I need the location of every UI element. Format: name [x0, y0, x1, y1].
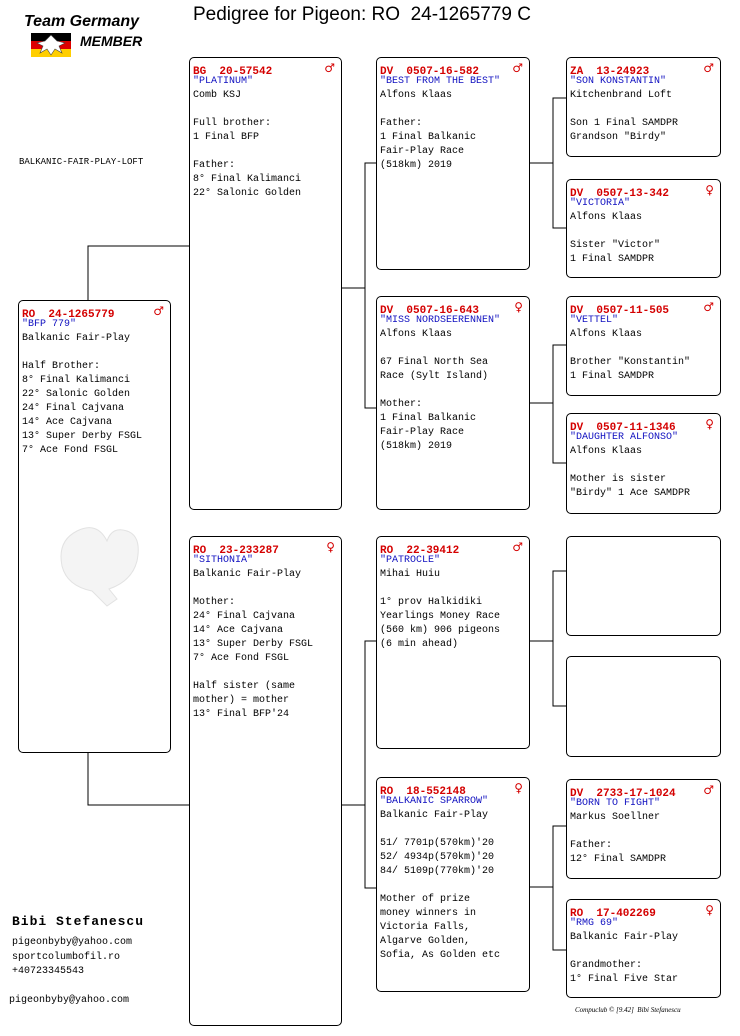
male-icon: ♂ — [512, 61, 523, 75]
pigeon-name: "VETTEL" — [570, 315, 619, 326]
pigeon-card-fmf[interactable] — [566, 296, 721, 396]
ring-number: RO 23-233287 — [193, 545, 279, 557]
ring-number: RO 22-39412 — [380, 545, 460, 557]
pigeon-card-fmm[interactable] — [566, 413, 721, 514]
pigeon-name: "BALKANIC SPARROW" — [380, 796, 489, 807]
pigeon-card-fff[interactable] — [566, 57, 721, 157]
pigeon-notes: Alfons Klaas Sister "Victor" 1 Final SAMDPR — [570, 212, 661, 265]
owner-name: Bibi Stefanescu — [12, 914, 145, 929]
female-icon: ♀ — [514, 300, 523, 314]
pigeon-notes: Alfons Klaas Brother "Konstantin" 1 Final SAMDPR — [570, 329, 691, 382]
male-icon: ♂ — [703, 783, 714, 797]
owner-email-bottom[interactable]: pigeonbyby@yahoo.com — [9, 995, 130, 1006]
male-icon: ♂ — [512, 540, 523, 554]
pigeon-card-father-father[interactable] — [376, 57, 530, 270]
pigeon-card-father-mother[interactable] — [376, 296, 530, 510]
pigeon-notes: Balkanic Fair-Play 51/ 7701p(570km)'20 52/ 4934p(570km)'20 84/ 5109p(770km)'20 Mother of prize money winners in Victoria Falls, Algarve Golden, Sofia, As Golden etc — [380, 810, 501, 961]
pigeon-name: "RMG 69" — [570, 918, 619, 929]
pigeon-notes: Mihai Huiu 1° prov Halkidiki Yearlings Money Race (560 km) 906 pigeons (6 min ahead) — [380, 569, 501, 650]
pigeon-notes: Kitchenbrand Loft Son 1 Final SAMDPR Grandson "Birdy" — [570, 90, 679, 143]
female-icon: ♀ — [514, 781, 523, 795]
pigeon-name: "BORN TO FIGHT" — [570, 798, 661, 809]
pigeon-card-ffm[interactable] — [566, 179, 721, 278]
logo-title: Team Germany — [24, 13, 140, 30]
owner-website[interactable]: sportcolumbofil.ro — [12, 951, 121, 963]
pigeon-notes: Alfons Klaas 67 Final North Sea Race (Sylt Island) Mother: 1 Final Balkanic Fair-Play Race (518km) 2019 — [380, 329, 489, 452]
pigeon-notes: Alfons Klaas Father: 1 Final Balkanic Fair-Play Race (518km) 2019 — [380, 90, 477, 171]
pigeon-card-mfm-empty[interactable] — [566, 656, 721, 757]
ring-number: DV 2733-17-1024 — [570, 788, 676, 800]
owner-contact — [12, 936, 132, 980]
female-icon: ♀ — [705, 183, 714, 197]
female-icon: ♀ — [326, 540, 335, 554]
pigeon-card-mmm[interactable] — [566, 899, 721, 998]
owner-phone: +40723345543 — [12, 966, 85, 977]
pigeon-name: "BFP 779" — [22, 319, 77, 330]
pigeon-name: "VICTORIA" — [570, 198, 631, 209]
pigeon-name: "SON KONSTANTIN" — [570, 76, 667, 87]
ring-number: RO 17-402269 — [570, 908, 656, 920]
female-icon: ♀ — [705, 903, 714, 917]
pigeon-notes: Alfons Klaas Mother is sister "Birdy" 1 Ace SAMDPR — [570, 446, 691, 499]
ring-number: BG 20-57542 — [193, 66, 273, 78]
owner-email[interactable]: pigeonbyby@yahoo.com — [12, 937, 133, 948]
pigeon-notes: Balkanic Fair-Play Mother: 24° Final Cajvana 14° Ace Cajvana 13° Super Derby FSGL 7° Ace Fond FSGL Half sister (same mother) = mother 13° Final BFP'24 — [193, 569, 314, 720]
logo-subtitle: MEMBER — [80, 33, 143, 49]
pigeon-name: "PLATINUM" — [193, 76, 254, 87]
pigeon-silhouette-icon — [37, 511, 152, 616]
pigeon-card-mother[interactable] — [189, 536, 342, 1026]
ring-number: DV 0507-13-342 — [570, 188, 670, 200]
pigeon-notes: Balkanic Fair-Play Grandmother: 1° Final Five Star — [570, 932, 679, 985]
pigeon-name: "PATROCLE" — [380, 555, 441, 566]
page-title: Pedigree for Pigeon: RO 24-1265779 C — [193, 4, 531, 25]
ring-number: RO 24-1265779 — [22, 309, 115, 321]
footer-credit: Compuclub © [9.42] Bibi Stefanescu — [575, 1006, 681, 1014]
pigeon-notes: Comb KSJ Full brother: 1 Final BFP Father: 8° Final Kalimanci 22° Salonic Golden — [193, 90, 302, 199]
loft-name: BALKANIC-FAIR-PLAY-LOFT — [19, 157, 144, 167]
ring-number: DV 0507-11-505 — [570, 305, 670, 317]
pigeon-name: "MISS NORDSEERENNEN" — [380, 315, 501, 326]
pigeon-name: "SITHONIA" — [193, 555, 254, 566]
pigeon-card-mother-father[interactable] — [376, 536, 530, 749]
pigeon-notes: Balkanic Fair-Play Half Brother: 8° Final Kalimanci 22° Salonic Golden 24° Final Cajvana 14° Ace Cajvana 13° Super Derby FSGL 7° Ace Fond FSGL — [22, 333, 143, 456]
ring-number: DV 0507-16-582 — [380, 66, 480, 78]
female-icon: ♀ — [705, 417, 714, 431]
male-icon: ♂ — [324, 61, 335, 75]
pigeon-name: "BEST FROM THE BEST" — [380, 76, 501, 87]
pigeon-card-father[interactable] — [189, 57, 342, 510]
ring-number: DV 0507-11-1346 — [570, 422, 676, 434]
pigeon-name: "DAUGHTER ALFONSO" — [570, 432, 679, 443]
flag-eagle-icon — [31, 33, 71, 57]
male-icon: ♂ — [703, 61, 714, 75]
male-icon: ♂ — [703, 300, 714, 314]
pigeon-card-mff-empty[interactable] — [566, 536, 721, 636]
ring-number: ZA 13-24923 — [570, 66, 650, 78]
pigeon-card-mmf[interactable] — [566, 779, 721, 879]
pigeon-card-subject[interactable] — [18, 300, 171, 753]
pigeon-card-mother-mother[interactable] — [376, 777, 530, 992]
pigeon-notes: Markus Soellner Father: 12° Final SAMDPR — [570, 812, 667, 865]
ring-number: DV 0507-16-643 — [380, 305, 480, 317]
ring-number: RO 18-552148 — [380, 786, 466, 798]
male-icon: ♂ — [153, 304, 164, 318]
